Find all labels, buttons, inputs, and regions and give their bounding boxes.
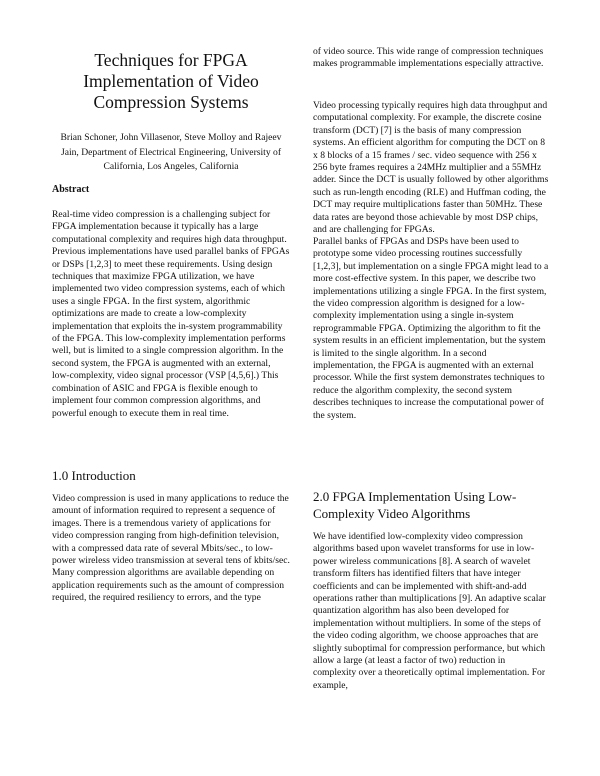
section-1-heading: 1.0 Introduction xyxy=(52,468,136,483)
author-affiliation: Brian Schoner, John Villasenor, Steve Molloy and Rajeev Jain, Department of Electrical Engineering, University of California, Los Angeles, California xyxy=(60,132,282,172)
abstract-body: Real-time video compression is a challenging subject for FPGA implementation because it typically has a large computational complexity and requires high data throughput. Previous implementations have used parallel banks of FPGAs or DSPs [1,2,3] to meet these requirements. Using design techniques that maximize FPGA utilization, we have implemented two video compression systems, each of which uses a single FPGA. In the first system, algorithmic optimizations are made to create a low-complexity implementation that exploits the in-system programmability of the FPGA. This low-complexity implementation performs well, but is limited to a single compression algorithm. In the second system, the FPGA is augmented with an external, low-complexity, video signal processor (VSP [4,5,6].) This combination of ASIC and FPGA is flexible enough to implement four common compression algorithms, and powerful enough to execute them in real time. xyxy=(52,209,290,419)
paper-title: Techniques for FPGA Implementation of Video Compression Systems xyxy=(83,50,259,112)
section-2-heading: 2.0 FPGA Implementation Using Low-Complexity Video Algorithms xyxy=(313,489,517,521)
abstract-heading: Abstract xyxy=(52,184,90,195)
intro-paragraph-1-continued: of video source. This wide range of compression techniques makes programmable implementations especially attractive. xyxy=(313,46,544,70)
section-2-paragraph-1: We have identified low-complexity video compression algorithms based upon wavelet transforms for use in low-power wireless communications [8]. A search of wavelet transform filters has identified filters that have integer coefficients and can be implemented with shift-and-add operations rather than multiplications [9]. An adaptive scalar quantization algorithm has also been developed for implementation without multipliers. In some of the steps of the video coding algorithm, we choose approaches that are slightly suboptimal for compression performance, but which allow a large (at least a factor of two) reduction in complexity over a theoretically optimal implementation. For example, xyxy=(313,531,546,691)
intro-paragraph-3: Parallel banks of FPGAs and DSPs have been used to prototype some video processing routines successfully [1,2,3], but implementation on a single FPGA might lead to a more cost-effective system. In this paper, we describe two implementations utilizing a single FPGA. In the first system, the video compression algorithm is designed for a low-complexity implementation using a single in-system reprogrammable FPGA. Optimizing the algorithm to fit the system results in an efficient implementation, but the system is limited to the single algorithm. In a second implementation, the FPGA is augmented with an external processor. While the first system demonstrates techniques to reduce the algorithm complexity, the second system describes techniques to increase the computational power of the system. xyxy=(313,236,549,421)
intro-paragraph-1: Video compression is used in many applications to reduce the amount of information required to represent a sequence of images. There is a tremendous variety of applications for video compression ranging from high-definition television, with a compressed data rate of several Mbits/sec., to low-power wireless video transmission at several tens of kbits/sec. Many compression algorithms are available depending on application requirements such as the amount of compression required, the required resiliency to errors, and the type xyxy=(52,493,290,604)
intro-paragraph-2: Video processing typically requires high data throughput and computational complexity. For example, the discrete cosine transform (DCT) [7] is the basis of many compression systems. An efficient algorithm for computing the DCT on 8 x 8 blocks of a 15 frames / sec. video sequence with 256 x 256 byte frames requires a 24MHz multiplier and a 55MHz adder. Since the DCT is usually followed by other algorithms such as run-length encoding (RLE) and Huffman coding, the DCT may require multiplications faster than 50MHz. These data rates are beyond those achievable by most DSP chips, and are challenging for FPGAs. xyxy=(313,100,549,236)
